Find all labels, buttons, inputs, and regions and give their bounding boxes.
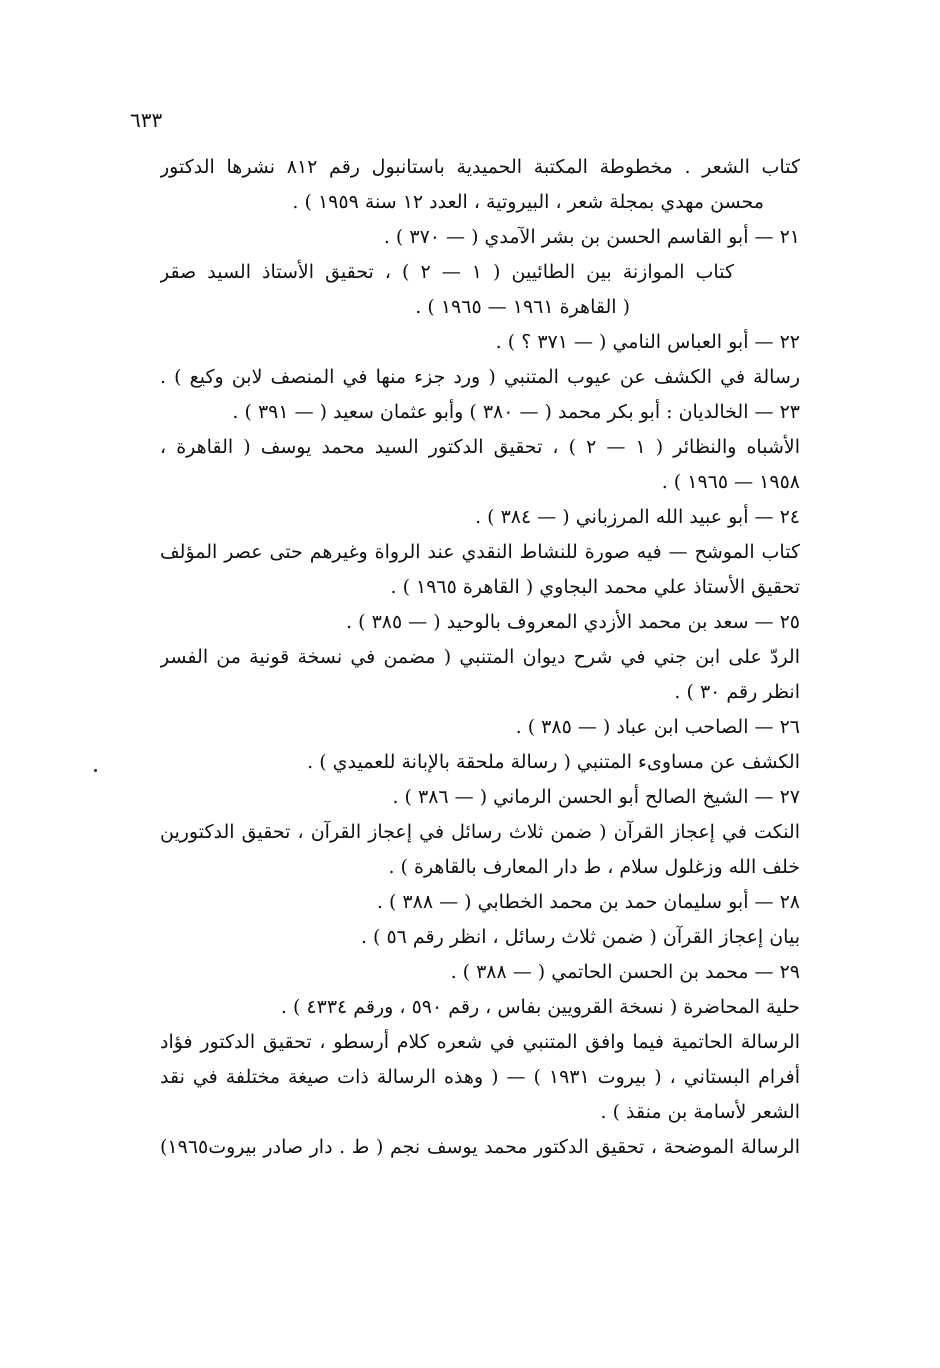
entry-text-23-a: الأشباه والنظائر ( ١ — ٢ ) ، تحقيق الدكتور السيد محمد يوسف ( القاهرة ، [160,436,800,458]
entry-text-21-b: ( القاهرة ١٩٦١ — ١٩٦٥ ) . [415,296,630,318]
entry-text-26: الكشف عن مساوىء المتنبي ( رسالة ملحقة بالإبانة للعميدي ) . [307,751,800,773]
entry-text-25-b: انظر رقم ٣٠ ) . [674,681,800,703]
entry-text-21-a: كتاب الموازنة بين الطائيين ( ١ — ٢ ) ، تحقيق الأستاذ السيد صقر [160,261,734,283]
entry-text-29-e: الرسالة الموضحة ، تحقيق الدكتور محمد يوسف نجم ( ط . دار صادر بيروت١٩٦٥) [160,1136,800,1158]
text-line-2: محسن مهدي بمجلة شعر ، البيروتية ، العدد ١٢ سنة ١٩٥٩ ) . [292,191,764,213]
page-number: ٦٣٣ [130,108,163,132]
entry-heading-25: ٢٥ — سعد بن محمد الأزدي المعروف بالوحيد ( — ٣٨٥ ) . [346,611,800,633]
entry-text-29-d: الشعر لأسامة بن منقذ ) . [600,1101,800,1123]
entry-heading-22: ٢٢ — أبو العباس النامي ( — ٣٧١ ؟ ) . [495,331,800,353]
entry-heading-23: ٢٣ — الخالديان : أبو بكر محمد ( — ٣٨٠ ) وأبو عثمان سعيد ( — ٣٩١ ) . [232,401,800,423]
entry-text-24-a: كتاب الموشح — فيه صورة للنشاط النقدي عند الرواة وغيرهم حتى عصر المؤلف [160,541,800,563]
entry-text-24-b: تحقيق الأستاذ علي محمد البجاوي ( القاهرة ١٩٦٥ ) . [390,576,800,598]
entry-heading-21: ٢١ — أبو القاسم الحسن بن بشر الآمدي ( — ٣٧٠ ) . [383,226,800,248]
ink-speck [94,769,97,772]
entry-text-29-a: حلية المحاضرة ( نسخة القرويين بفاس ، رقم ٥٩٠ ، ورقم ٤٣٣٤ ) . [280,996,800,1018]
entry-text-29-c: أفرام البستاني ، ( بيروت ١٩٣١ ) — ( وهذه الرسالة ذات صيغة مختلفة في نقد [160,1066,800,1088]
entry-text-25-a: الردّ على ابن جني في شرح ديوان المتنبي ( مضمن في نسخة قونية من الفسر [160,646,800,668]
entry-heading-27: ٢٧ — الشيخ الصالح أبو الحسن الرماني ( — ٣٨٦ ) . [392,786,800,808]
page-body [160,100,800,1165]
entry-text-27-b: خلف الله وزغلول سلام ، ط دار المعارف بالقاهرة ) . [388,856,800,878]
entry-heading-24: ٢٤ — أبو عبيد الله المرزباني ( — ٣٨٤ ) . [475,506,800,528]
entry-heading-26: ٢٦ — الصاحب ابن عباد ( — ٣٨٥ ) . [515,716,800,738]
entry-heading-29: ٢٩ — محمد بن الحسن الحاتمي ( — ٣٨٨ ) . [450,961,800,983]
entry-text-27-a: النكت في إعجاز القرآن ( ضمن ثلاث رسائل في إعجاز القرآن ، تحقيق الدكتورين [160,821,800,843]
entry-text-23-b: ١٩٥٨ — ١٩٦٥ ) . [661,471,800,493]
entry-text-29-b: الرسالة الحاتمية فيما وافق المتنبي في شعره كلام أرسطو ، تحقيق الدكتور فؤاد [160,1031,800,1053]
entry-text-28: بيان إعجاز القرآن ( ضمن ثلاث رسائل ، انظر رقم ٥٦ ) . [360,926,800,948]
entry-heading-28: ٢٨ — أبو سليمان حمد بن محمد الخطابي ( — ٣٨٨ ) . [376,891,800,913]
entry-text-22: رسالة في الكشف عن عيوب المتنبي ( ورد جزء منها في المنصف لابن وكيع ) . [160,366,800,388]
text-line-1: كتاب الشعر . مخطوطة المكتبة الحميدية باستانبول رقم ٨١٢ نشرها الدكتور [160,156,800,178]
